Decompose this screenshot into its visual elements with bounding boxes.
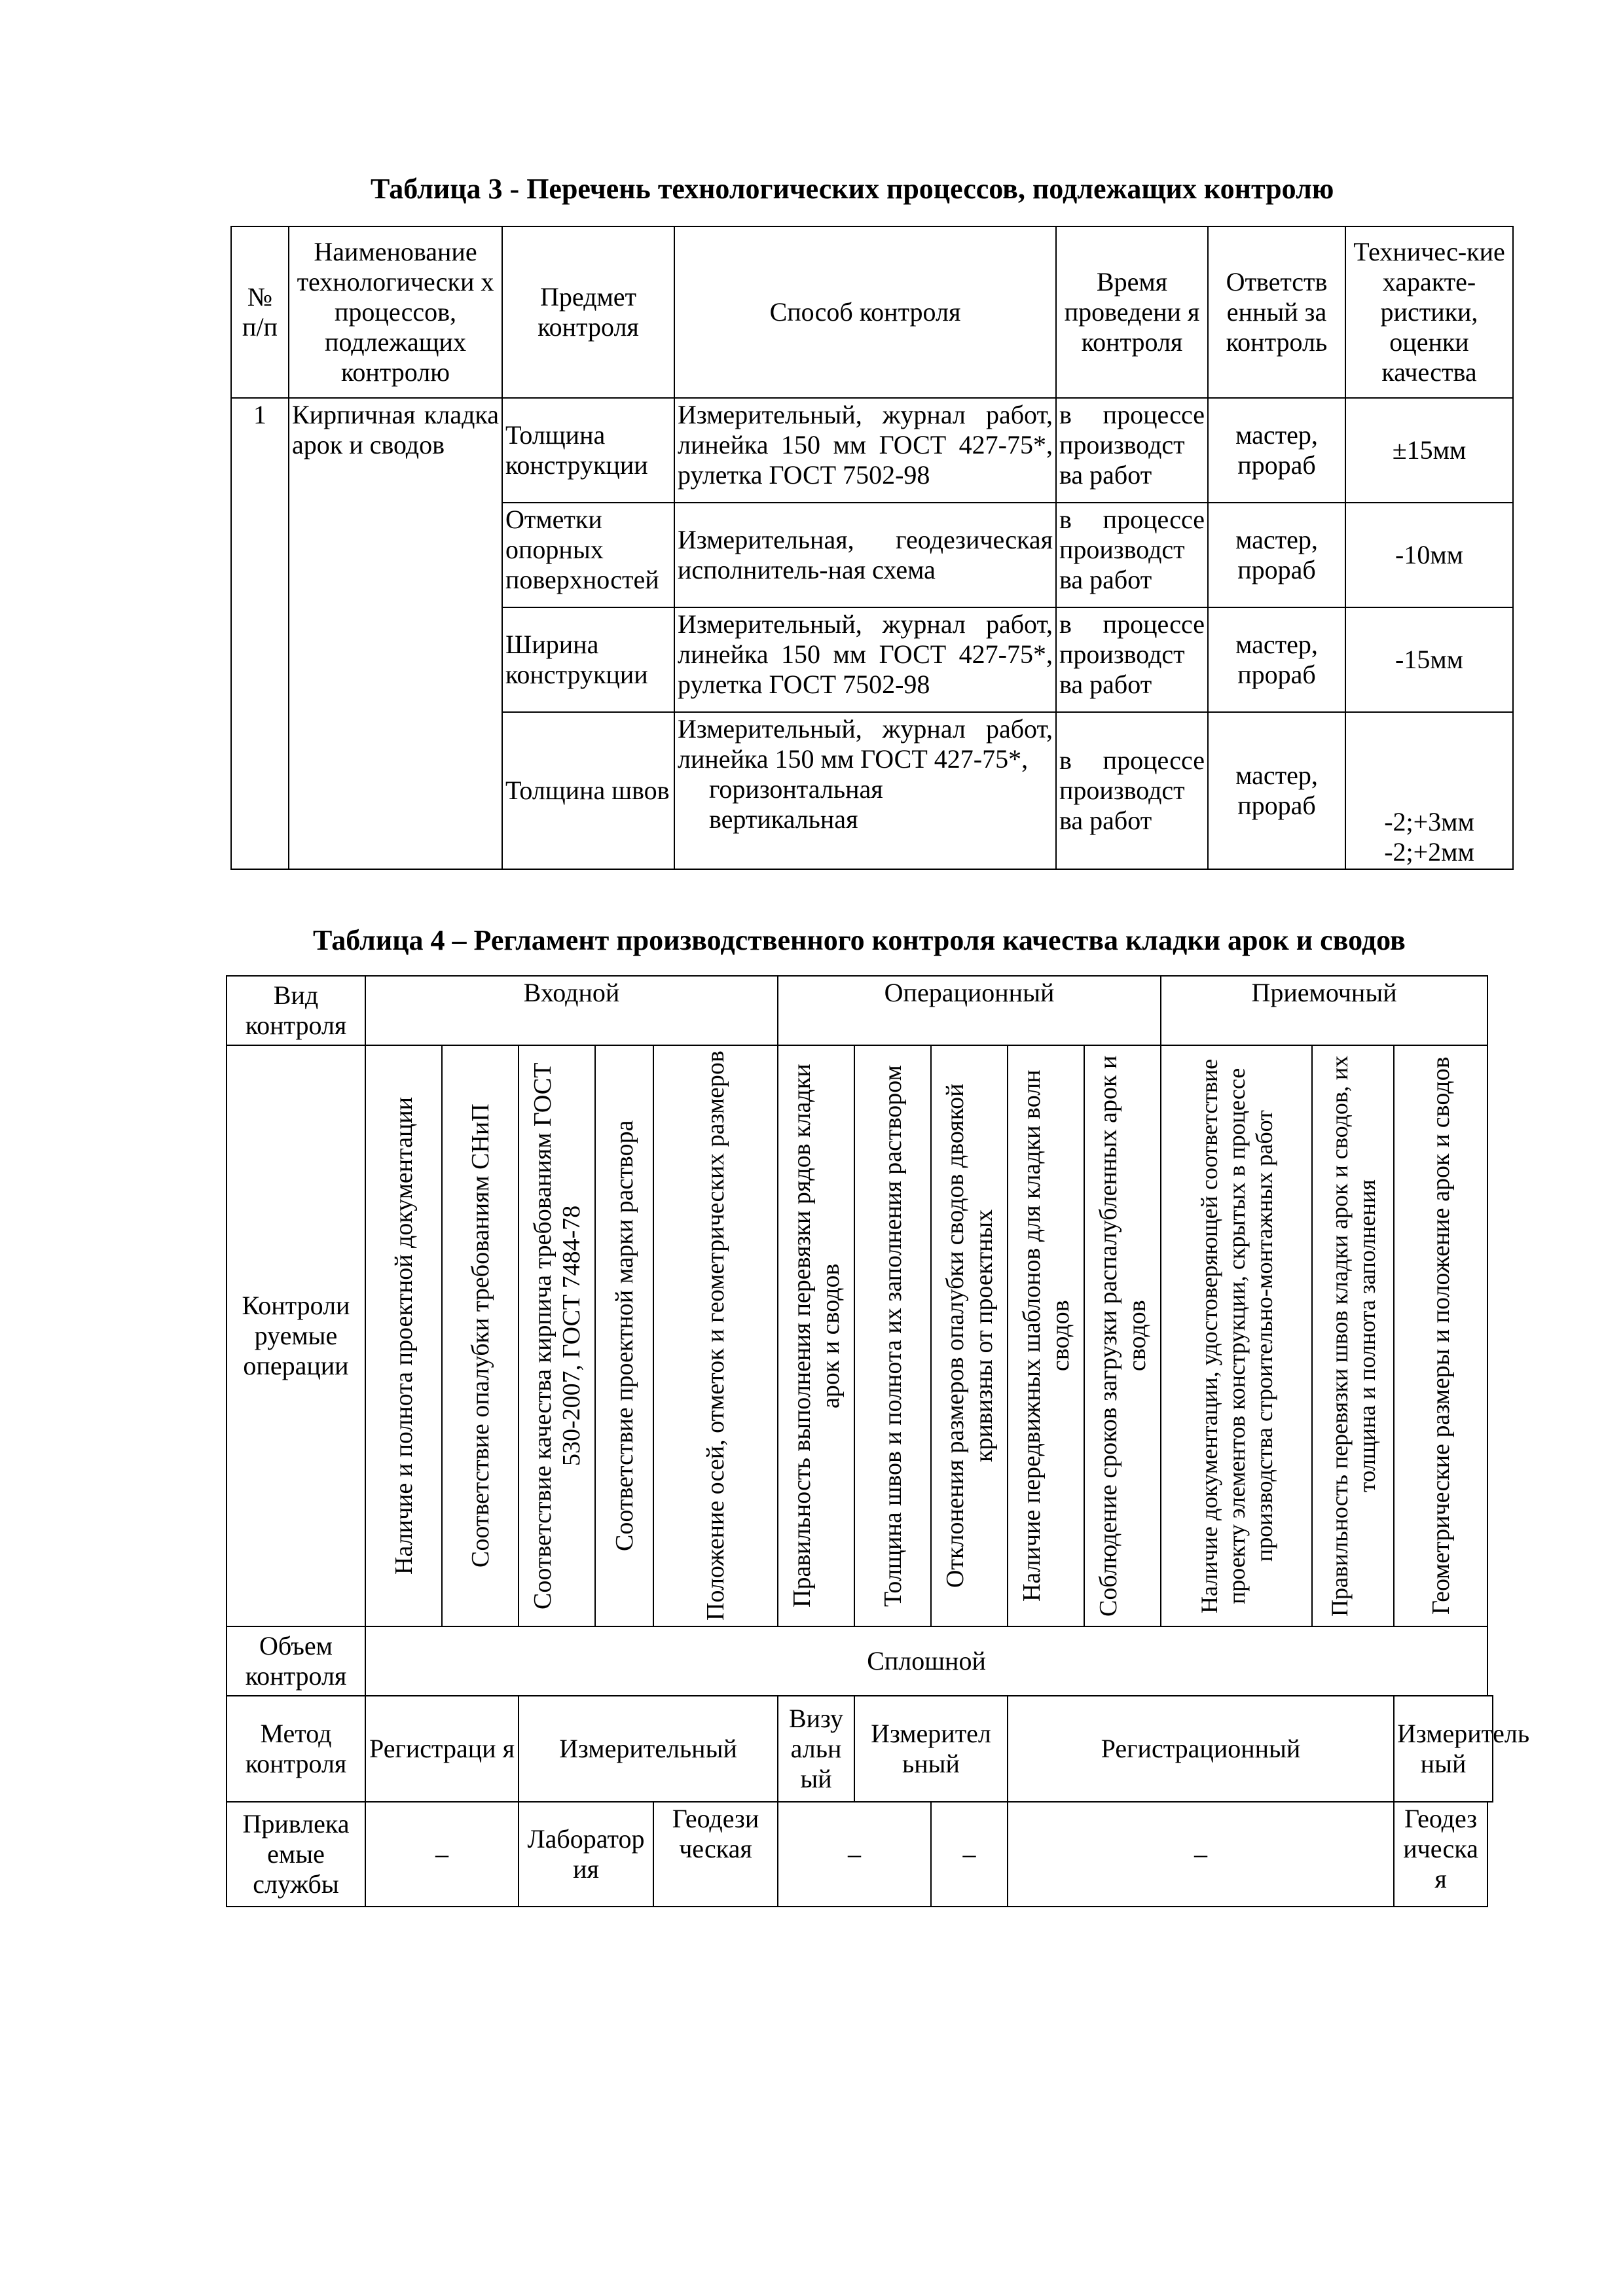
t4-operation: Правильность выполнения перевязки рядов кладки арок и сводов [778,1045,854,1626]
t3-time: в процессе производст ва работ [1056,607,1208,712]
t3-header-num: № п/п [231,226,289,398]
t3-subject: Отметки опорных поверхностей [502,503,674,607]
t4-operations-row [227,1045,1493,1626]
t4-group-incoming: Входной [365,976,778,1045]
t3-spec: -15мм [1345,607,1513,712]
t4-method: Измерител ьный [854,1696,1008,1802]
t4-operation: Наличие и полнота проектной документации [365,1045,442,1626]
t4-operation: Отклонения размеров опалубки сводов двоякой кривизны от проектных [931,1045,1008,1626]
t4-operation: Толщина швов и полнота их заполнения раствором [854,1045,931,1626]
t3-responsible: мастер, прораб [1208,607,1345,712]
t3-process-name: Кирпичная кладка арок и сводов [289,398,502,869]
t3-time: в процессе производст ва работ [1056,712,1208,869]
t4-method: Регистраци я [365,1696,519,1802]
t4-service: Геодези ческая [653,1802,778,1907]
table3-header-row [231,226,1513,398]
t4-type-label: Вид контроля [227,976,365,1045]
t3-subject: Ширина конструкции [502,607,674,712]
table3 [230,226,1514,870]
table-row [231,398,1513,503]
t3-time: в процессе производст ва работ [1056,503,1208,607]
t3-method-main: Измерительный, журнал работ, линейка 150 мм ГОСТ 427-75*, [678,714,1053,774]
t4-method: Измеритель ный [1394,1696,1493,1802]
t3-method: Измерительный, журнал работ, линейка 150 мм ГОСТ 427-75*, рулетка ГОСТ 7502-98 [674,607,1056,712]
t3-spec: ±15мм [1345,398,1513,503]
t4-operation: Соответствие качества кирпича требованиям ГОСТ 530-2007, ГОСТ 7484-78 [519,1045,595,1626]
t4-services-label: Привлека емые службы [227,1802,365,1907]
t3-responsible: мастер, прораб [1208,712,1345,869]
table4 [226,975,1530,1907]
t4-method-label: Метод контроля [227,1696,365,1802]
t4-volume-row [227,1626,1493,1696]
t3-spec-horizontal: -2;+3мм [1384,807,1474,836]
t4-volume-label: Объем контроля [227,1626,365,1696]
t4-method-row [227,1696,1493,1802]
t4-operation: Положение осей, отметок и геометрических размеров [653,1045,778,1626]
t4-group-acceptance: Приемочный [1161,976,1487,1045]
t3-method-vertical: вертикальная [709,804,858,834]
t3-method [674,712,1056,869]
t3-header-spec: Техничес-кие характе-ристики, оценки качества [1345,226,1513,398]
t4-service: Геодез ическа я [1394,1802,1487,1907]
t4-operation: Наличие документации, удостоверяющей соответствие проекту элементов конструкции, скрытых в процессе производства строительно-монтажных работ [1161,1045,1312,1626]
t4-operation: Соблюдение сроков загрузки распалубленных арок и сводов [1084,1045,1161,1626]
t3-method-horizontal: горизонтальная [709,774,883,804]
t3-responsible: мастер, прораб [1208,398,1345,503]
t4-operation: Правильность перевязки швов кладки арок и сводов, их толщина и полнота заполнения [1312,1045,1394,1626]
table3-caption: Таблица 3 - Перечень технологических процессов, подлежащих контролю [371,173,1334,205]
t3-subject: Толщина конструкции [502,398,674,503]
t3-header-time: Время проведени я контроля [1056,226,1208,398]
t4-operation: Соответствие проектной марки раствора [595,1045,653,1626]
t4-services-row [227,1802,1493,1907]
t3-subject: Толщина швов [502,712,674,869]
t4-type-row [227,976,1493,1045]
t3-spec [1345,712,1513,869]
t4-method: Визу альн ый [778,1696,854,1802]
t3-header-subject: Предмет контроля [502,226,674,398]
t4-service: – [778,1802,931,1907]
t3-time: в процессе производст ва работ [1056,398,1208,503]
t3-responsible: мастер, прораб [1208,503,1345,607]
t4-group-operational: Операционный [778,976,1161,1045]
t3-row-number: 1 [231,398,289,869]
t4-operations-label: Контроли руемые операции [227,1045,365,1626]
t3-header-responsible: Ответств енный за контроль [1208,226,1345,398]
t4-operation: Геометрические размеры и положение арок и сводов [1394,1045,1487,1626]
t4-operation: Наличие передвижных шаблонов для кладки волн сводов [1008,1045,1084,1626]
t4-volume-value: Сплошной [365,1626,1487,1696]
t3-spec-vertical: -2;+2мм [1384,837,1474,867]
t3-spec: -10мм [1345,503,1513,607]
t3-method: Измерительный, журнал работ, линейка 150 мм ГОСТ 427-75*, рулетка ГОСТ 7502-98 [674,398,1056,503]
t4-method: Регистрационный [1008,1696,1394,1802]
t4-service: – [1008,1802,1394,1907]
t4-service: – [931,1802,1008,1907]
t4-method: Измерительный [519,1696,778,1802]
t4-service: – [365,1802,519,1907]
t4-operation: Соответствие опалубки требованиям СНиП [442,1045,519,1626]
table4-caption: Таблица 4 – Регламент производственного контроля качества кладки арок и сводов [313,924,1406,956]
t3-header-process: Наименование технологически х процессов, подлежащих контролю [289,226,502,398]
t3-header-method: Способ контроля [674,226,1056,398]
t4-service: Лаборатор ия [519,1802,653,1907]
t3-method: Измерительная, геодезическая исполнитель-ная схема [674,503,1056,607]
